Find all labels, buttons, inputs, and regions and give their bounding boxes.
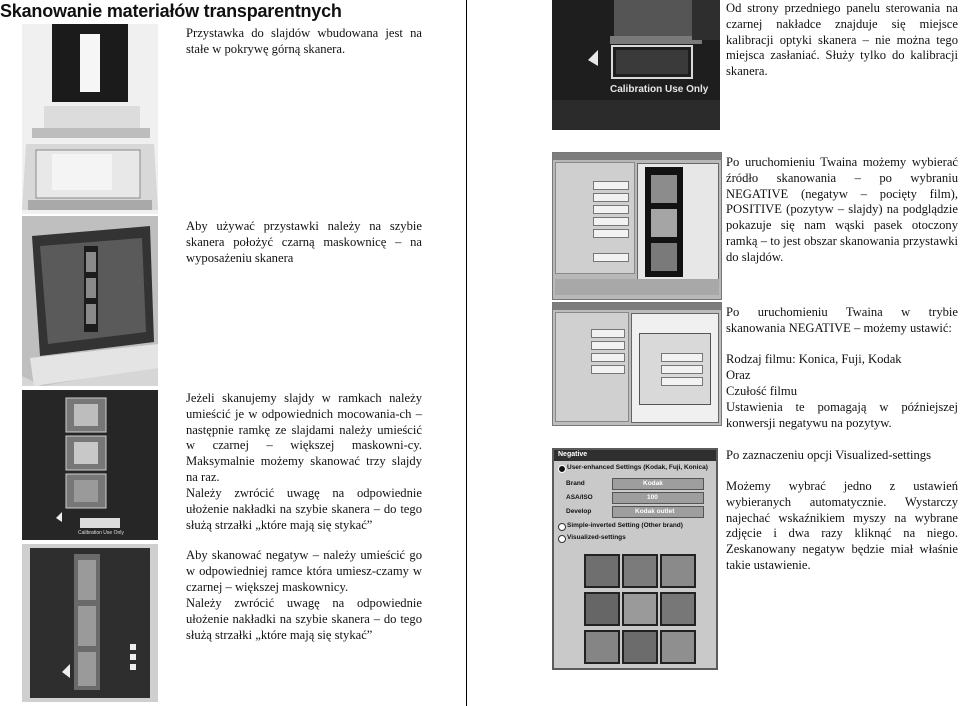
right-paragraph-2: Po uruchomieniu Twaina możemy wybierać źródło skanowania – po wybraniu NEGATIVE (negatyw – pocięty film), POSITIVE (pozytyw – slajdy) na podglądzie pokazuje się nam wąski pasek otoczony ramką – to jest obszar skanowania przystawki do slajdów.: [726, 155, 958, 264]
right-line-film-speed: Czułość filmu: [726, 384, 798, 398]
user-enhanced-label: User-enhanced Settings (Kodak, Fuji, Konica): [567, 464, 708, 471]
thumbnail[interactable]: [660, 592, 696, 626]
twain-screenshot-1: [552, 152, 722, 300]
asa-label: ASA/ISO: [566, 494, 593, 501]
scanner-lid-photo: [22, 24, 158, 214]
develop-value: Kodak outlet: [635, 508, 675, 515]
right-paragraph-4: Po zaznaczeniu opcji Visualized-settings: [726, 448, 931, 462]
calibration-area-photo: [552, 0, 720, 130]
brand-select[interactable]: [612, 478, 704, 490]
thumbnail[interactable]: [622, 554, 658, 588]
right-line-settings-note: Ustawienia te pomagają w późniejszej konwersji negatywu na pozytyw.: [726, 400, 958, 430]
right-line-oraz: Oraz: [726, 368, 751, 382]
thumbnail[interactable]: [584, 592, 620, 626]
thumbnail[interactable]: [660, 630, 696, 664]
left-paragraph-2: Aby używać przystawki należy na szybie skanera położyć czarną maskownicę – na wyposażeniu skanera: [186, 219, 422, 265]
asa-value: 100: [647, 494, 658, 501]
twain-screenshot-2: [552, 302, 722, 426]
develop-label: Develop: [566, 508, 592, 515]
develop-select[interactable]: [612, 506, 704, 518]
simple-inverted-label: Simple-inverted Setting (Other brand): [567, 522, 683, 529]
column-divider: [466, 0, 467, 706]
visualized-radio[interactable]: [558, 535, 566, 543]
brand-label: Brand: [566, 480, 585, 487]
left-paragraph-4b: Należy zwrócić uwagę na odpowiednie ułożenie nakładki na szybie skanera – do tego służą strzałki „które mają się stykać”: [186, 596, 422, 642]
slide-holder-photo: [22, 390, 158, 540]
user-enhanced-radio[interactable]: [558, 465, 566, 473]
thumbnail[interactable]: [622, 592, 658, 626]
left-paragraph-3b: Należy zwrócić uwagę na odpowiednie ułożenie nakładki na szybie skanera – do tego służą strzałki „które mają się stykać”: [186, 486, 422, 532]
page-title: Skanowanie materiałów transparentnych: [0, 1, 342, 21]
left-paragraph-3a: Jeżeli skanujemy slajdy w ramkach należy umieścić je w odpowiednich mocowania-ch – następnie ramkę ze slajdami należy umieścić w czarnej – większej maskowni-cy. Maksymalnie możemy skanować trzy slajdy na raz.: [186, 391, 422, 484]
simple-inverted-radio[interactable]: [558, 523, 566, 531]
visualized-label: Visualized-settings: [567, 534, 626, 541]
negative-holder-photo: [22, 544, 158, 702]
right-paragraph-1: Od strony przedniego panelu sterowania na czarnej nakładce znajduje się miejsce kalibracji optyki skanera – nie można tego miejsca zasłaniać. Służy tylko do kalibracji skanera.: [726, 1, 958, 79]
right-line-film-type: Rodzaj filmu: Konica, Fuji, Kodak: [726, 352, 902, 366]
left-paragraph-1: Przystawka do slajdów wbudowana jest na stałe w pokrywę górną skanera.: [186, 26, 422, 56]
left-paragraph-4a: Aby skanować negatyw – należy umieścić go w odpowiedniej ramce która umiesz-czamy w czarnej – większej maskownicy.: [186, 548, 422, 594]
dialog-title: Negative: [558, 451, 588, 458]
brand-value: Kodak: [643, 480, 663, 487]
calibration-label: Calibration Use Only: [610, 84, 709, 95]
thumbnail[interactable]: [584, 554, 620, 588]
calibration-label-small: Calibration Use Only: [78, 530, 124, 536]
asa-select[interactable]: [612, 492, 704, 504]
right-paragraph-3-intro: Po uruchomieniu Twaina w trybie skanowania NEGATIVE – możemy ustawić:: [726, 305, 958, 335]
thumbnail[interactable]: [660, 554, 696, 588]
negative-dialog: [552, 448, 718, 670]
thumbnail[interactable]: [584, 630, 620, 664]
right-paragraph-5: Możemy wybrać jedno z ustawień wybieranych automatycznie. Wystarczy najechać wskaźnikiem myszy na wybrane zdjęcie i dwa razy kliknąć na niego. Zeskanowany negatyw będzie miał właśnie takie ustawienie.: [726, 479, 958, 572]
scanner-mask-photo: [22, 216, 158, 386]
thumbnail[interactable]: [622, 630, 658, 664]
